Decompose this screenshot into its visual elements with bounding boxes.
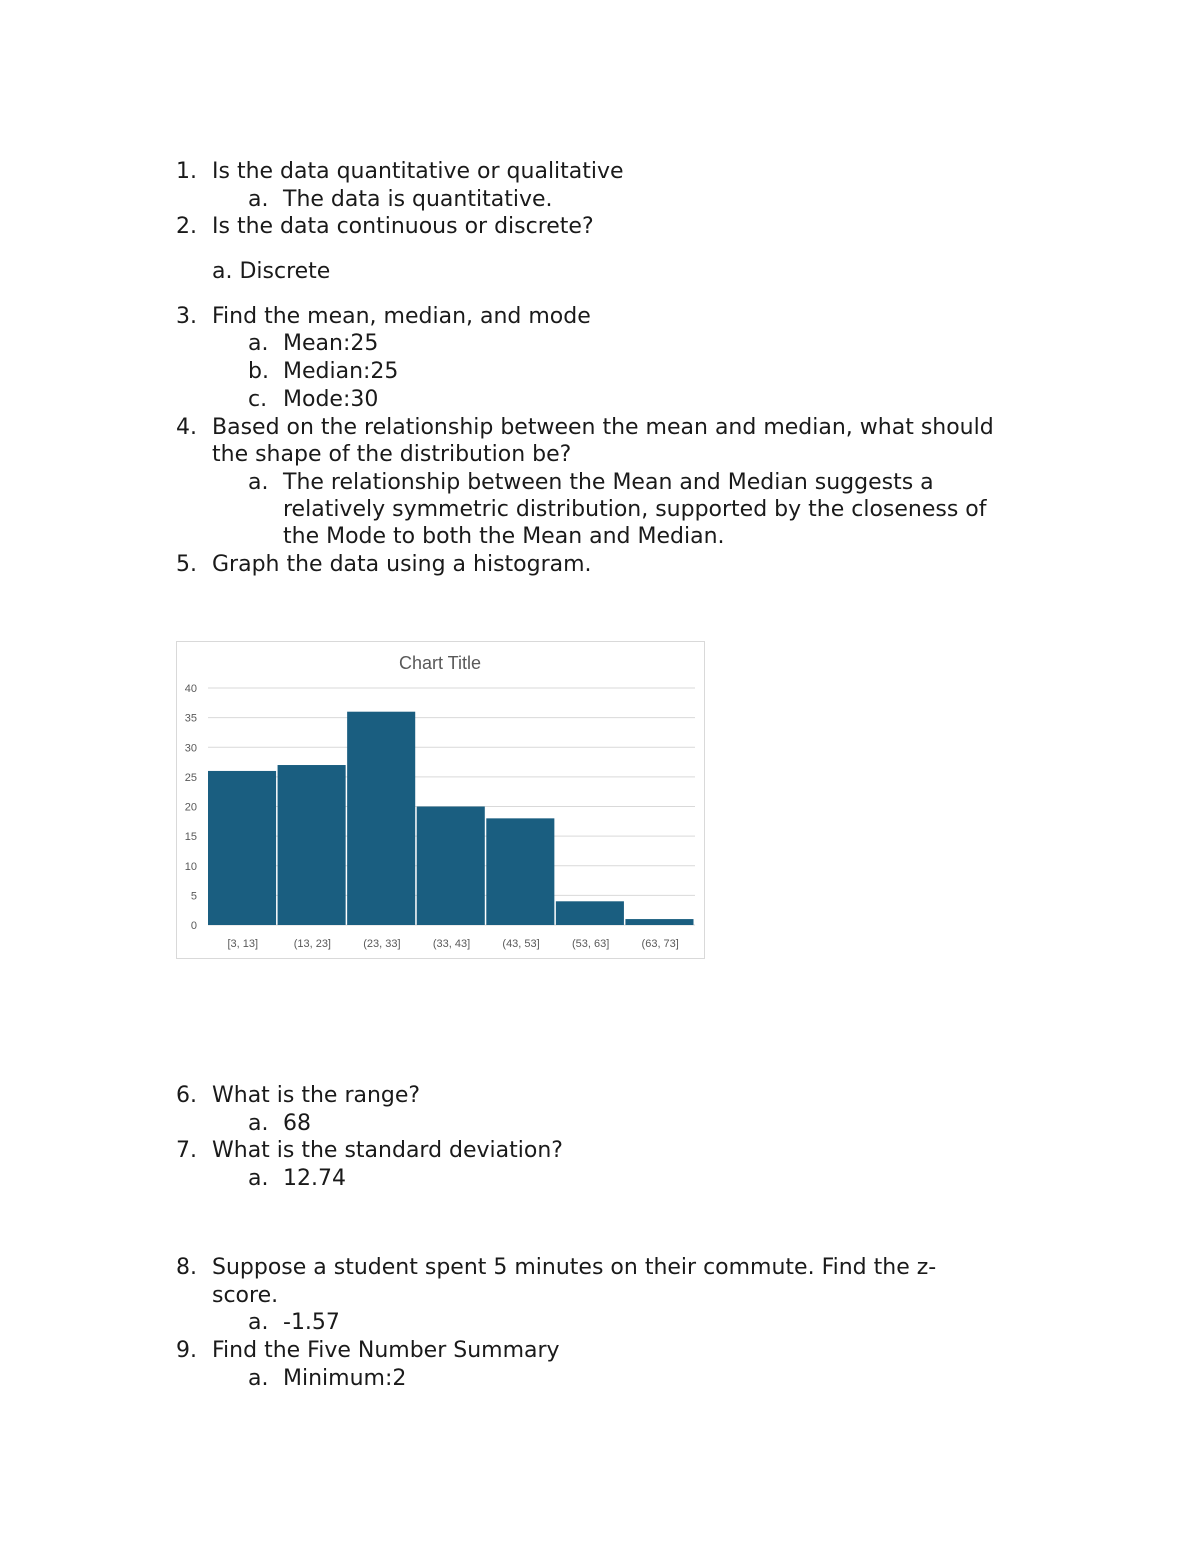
question-text-continued: score. [212, 1283, 279, 1308]
question-number: 4. [176, 415, 197, 440]
histogram-bar [347, 712, 415, 925]
answer-letter: a. [248, 1310, 269, 1335]
question-text: Find the Five Number Summary [212, 1338, 560, 1363]
y-tick-label: 40 [184, 683, 197, 695]
answer-text: 12.74 [283, 1166, 346, 1191]
x-tick-label: (33, 43] [432, 938, 471, 950]
answer-text: The data is quantitative. [283, 187, 553, 212]
answer-letter: b. [248, 359, 269, 384]
answer-text: Minimum:2 [283, 1366, 407, 1391]
answer-letter: a. [248, 470, 269, 495]
histogram-bar [486, 818, 554, 925]
answer-text: The relationship between the Mean and Median suggests a [283, 470, 934, 495]
question-text: Is the data continuous or discrete? [212, 214, 594, 239]
question-text: Find the mean, median, and mode [212, 304, 591, 329]
question-number: 8. [176, 1255, 197, 1280]
histogram-bar [278, 765, 346, 925]
question-text: What is the standard deviation? [212, 1138, 563, 1163]
question-text: What is the range? [212, 1083, 421, 1108]
question-number: 1. [176, 159, 197, 184]
question-number: 7. [176, 1138, 197, 1163]
answer-text-continued: relatively symmetric distribution, supported by the closeness of [283, 497, 987, 522]
histogram-chart [176, 641, 705, 959]
y-tick-label: 15 [184, 831, 197, 844]
answer-letter: a. [248, 1166, 269, 1191]
answer-text: 68 [283, 1111, 311, 1136]
answer-letter: a. [248, 331, 269, 356]
question-number: 3. [176, 304, 197, 329]
histogram-bar [208, 771, 276, 925]
answer-text: Mode:30 [283, 387, 379, 412]
histogram-bar [556, 901, 624, 925]
answer-text: Median:25 [283, 359, 399, 384]
x-tick-label: (63, 73] [641, 938, 679, 950]
y-tick-label: 10 [184, 860, 197, 873]
question-text: Suppose a student spent 5 minutes on their commute. Find the z- [212, 1255, 937, 1280]
question-text-continued: the shape of the distribution be? [212, 442, 572, 467]
question-number: 6. [176, 1083, 197, 1108]
question-number: 5. [176, 552, 197, 577]
histogram-bar [417, 807, 485, 926]
question-number: 2. [176, 214, 197, 239]
question-number: 9. [176, 1338, 197, 1363]
question-text: Is the data quantitative or qualitative [212, 159, 624, 184]
answer-letter: c. [248, 387, 268, 412]
answer-letter: a. [248, 1111, 269, 1136]
x-tick-label: [3, 13] [227, 938, 259, 950]
x-tick-label: (43, 53] [502, 938, 540, 950]
answer-text: Mean:25 [283, 331, 379, 356]
answer-letter: a. [248, 1366, 269, 1391]
y-tick-label: 30 [184, 742, 197, 755]
y-tick-label: 5 [190, 890, 197, 903]
answer-text: -1.57 [283, 1310, 340, 1335]
x-tick-label: (13, 23] [293, 938, 332, 950]
answer-text: a. Discrete [212, 259, 331, 284]
chart-title: Chart Title [398, 653, 482, 673]
x-tick-label: (53, 63] [571, 938, 610, 950]
histogram-bar [625, 919, 693, 925]
y-tick-label: 25 [184, 771, 197, 784]
y-tick-label: 0 [190, 920, 197, 932]
answer-letter: a. [248, 187, 269, 212]
answer-text-continued: the Mode to both the Mean and Median. [283, 524, 725, 549]
histogram-svg [177, 642, 704, 958]
question-text: Graph the data using a histogram. [212, 552, 592, 577]
y-tick-label: 20 [184, 801, 197, 814]
x-tick-label: (23, 33] [363, 938, 401, 950]
y-tick-label: 35 [184, 712, 197, 725]
question-text: Based on the relationship between the mean and median, what should [212, 415, 994, 440]
